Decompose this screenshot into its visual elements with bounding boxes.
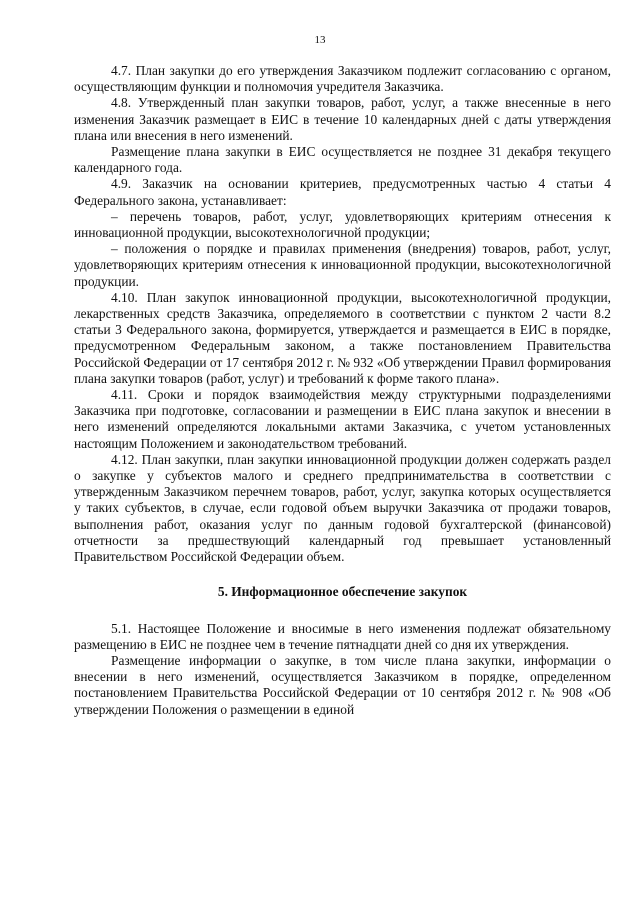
paragraph-5-1: 5.1. Настоящее Положение и вносимые в него изменения подлежат обязательному размещению в ЕИС не позднее чем в течение пятнадцати дней со дня их утверждения.: [74, 620, 611, 652]
page-number: 13: [314, 34, 326, 46]
paragraph-4-9-list-item-2: – положения о порядке и правилах применения (внедрения) товаров, работ, услуг, удовлетворяющих критериям отнесения к инновационной продукции, высокотехнологичной продукции.: [74, 241, 611, 289]
paragraph-4-9: 4.9. Заказчик на основании критериев, предусмотренных частью 4 статьи 4 Федерального закона, устанавливает:: [74, 176, 611, 208]
paragraph-4-12: 4.12. План закупки, план закупки инновационной продукции должен содержать раздел о закупке у субъектов малого и среднего предпринимательства в соответствии с утвержденным Заказчиком перечнем товаров, работ, услуг, закупка которых осуществляется у таких субъектов, в случае, если годовой объем выручки Заказчика от продажи товаров, выполнения работ, оказания услуг по данным годовой бухгалтерской (финансовой) отчетности за предшествующий календарный год превышает установленный Правительством Российской Федерации объем.: [74, 451, 611, 565]
paragraph-4-7: 4.7. План закупки до его утверждения Заказчиком подлежит согласованию с органом, осуществляющим функции и полномочия учредителя Заказчика.: [74, 63, 611, 95]
paragraph-4-8: 4.8. Утвержденный план закупки товаров, работ, услуг, а также внесенные в него изменения Заказчик размещает в ЕИС в течение 10 календарных дней с даты утверждения плана или внесения в него изменений.: [74, 95, 611, 143]
section-heading: 5. Информационное обеспечение закупок: [217, 584, 468, 600]
document-body: [74, 63, 611, 718]
paragraph-4-11: 4.11. Сроки и порядок взаимодействия между структурными подразделениями Заказчика при подготовке, согласовании и размещении в ЕИС плана закупок и внесении в него изменений определяются локальными актами Заказчика, с учетом установленных настоящим Положением и законодательством требований.: [74, 387, 611, 451]
paragraph-4-10: 4.10. План закупок инновационной продукции, высокотехнологичной продукции, лекарственных средств Заказчика, определяемого в соответствии с пунктом 2 части 8.2 статьи 3 Федерального закона, формируется, утверждается и размещается в ЕИС в порядке, предусмотренном Федеральным законом, а также постановлением Правительства Российской Федерации от 17 сентября 2012 г. № 932 «Об утверждении Правил формирования плана закупки товаров (работ, услуг) и требований к форме такого плана».: [74, 289, 611, 386]
paragraph-4-9-list-item-1: – перечень товаров, работ, услуг, удовлетворяющих критериям отнесения к инновационной продукции, высокотехнологичной продукции;: [74, 208, 611, 241]
paragraph-4-8-placement: Размещение плана закупки в ЕИС осуществляется не позднее 31 декабря текущего календарного года.: [74, 144, 611, 176]
paragraph-5-1-placement: Размещение информации о закупке, в том числе плана закупки, информации о внесении в него изменений, осуществляется Заказчиком в порядке, определенном постановлением Правительства Российской Федерации от 10 сентября 2012 г. № 908 «Об утверждении Положения о размещении в единой: [74, 652, 611, 717]
